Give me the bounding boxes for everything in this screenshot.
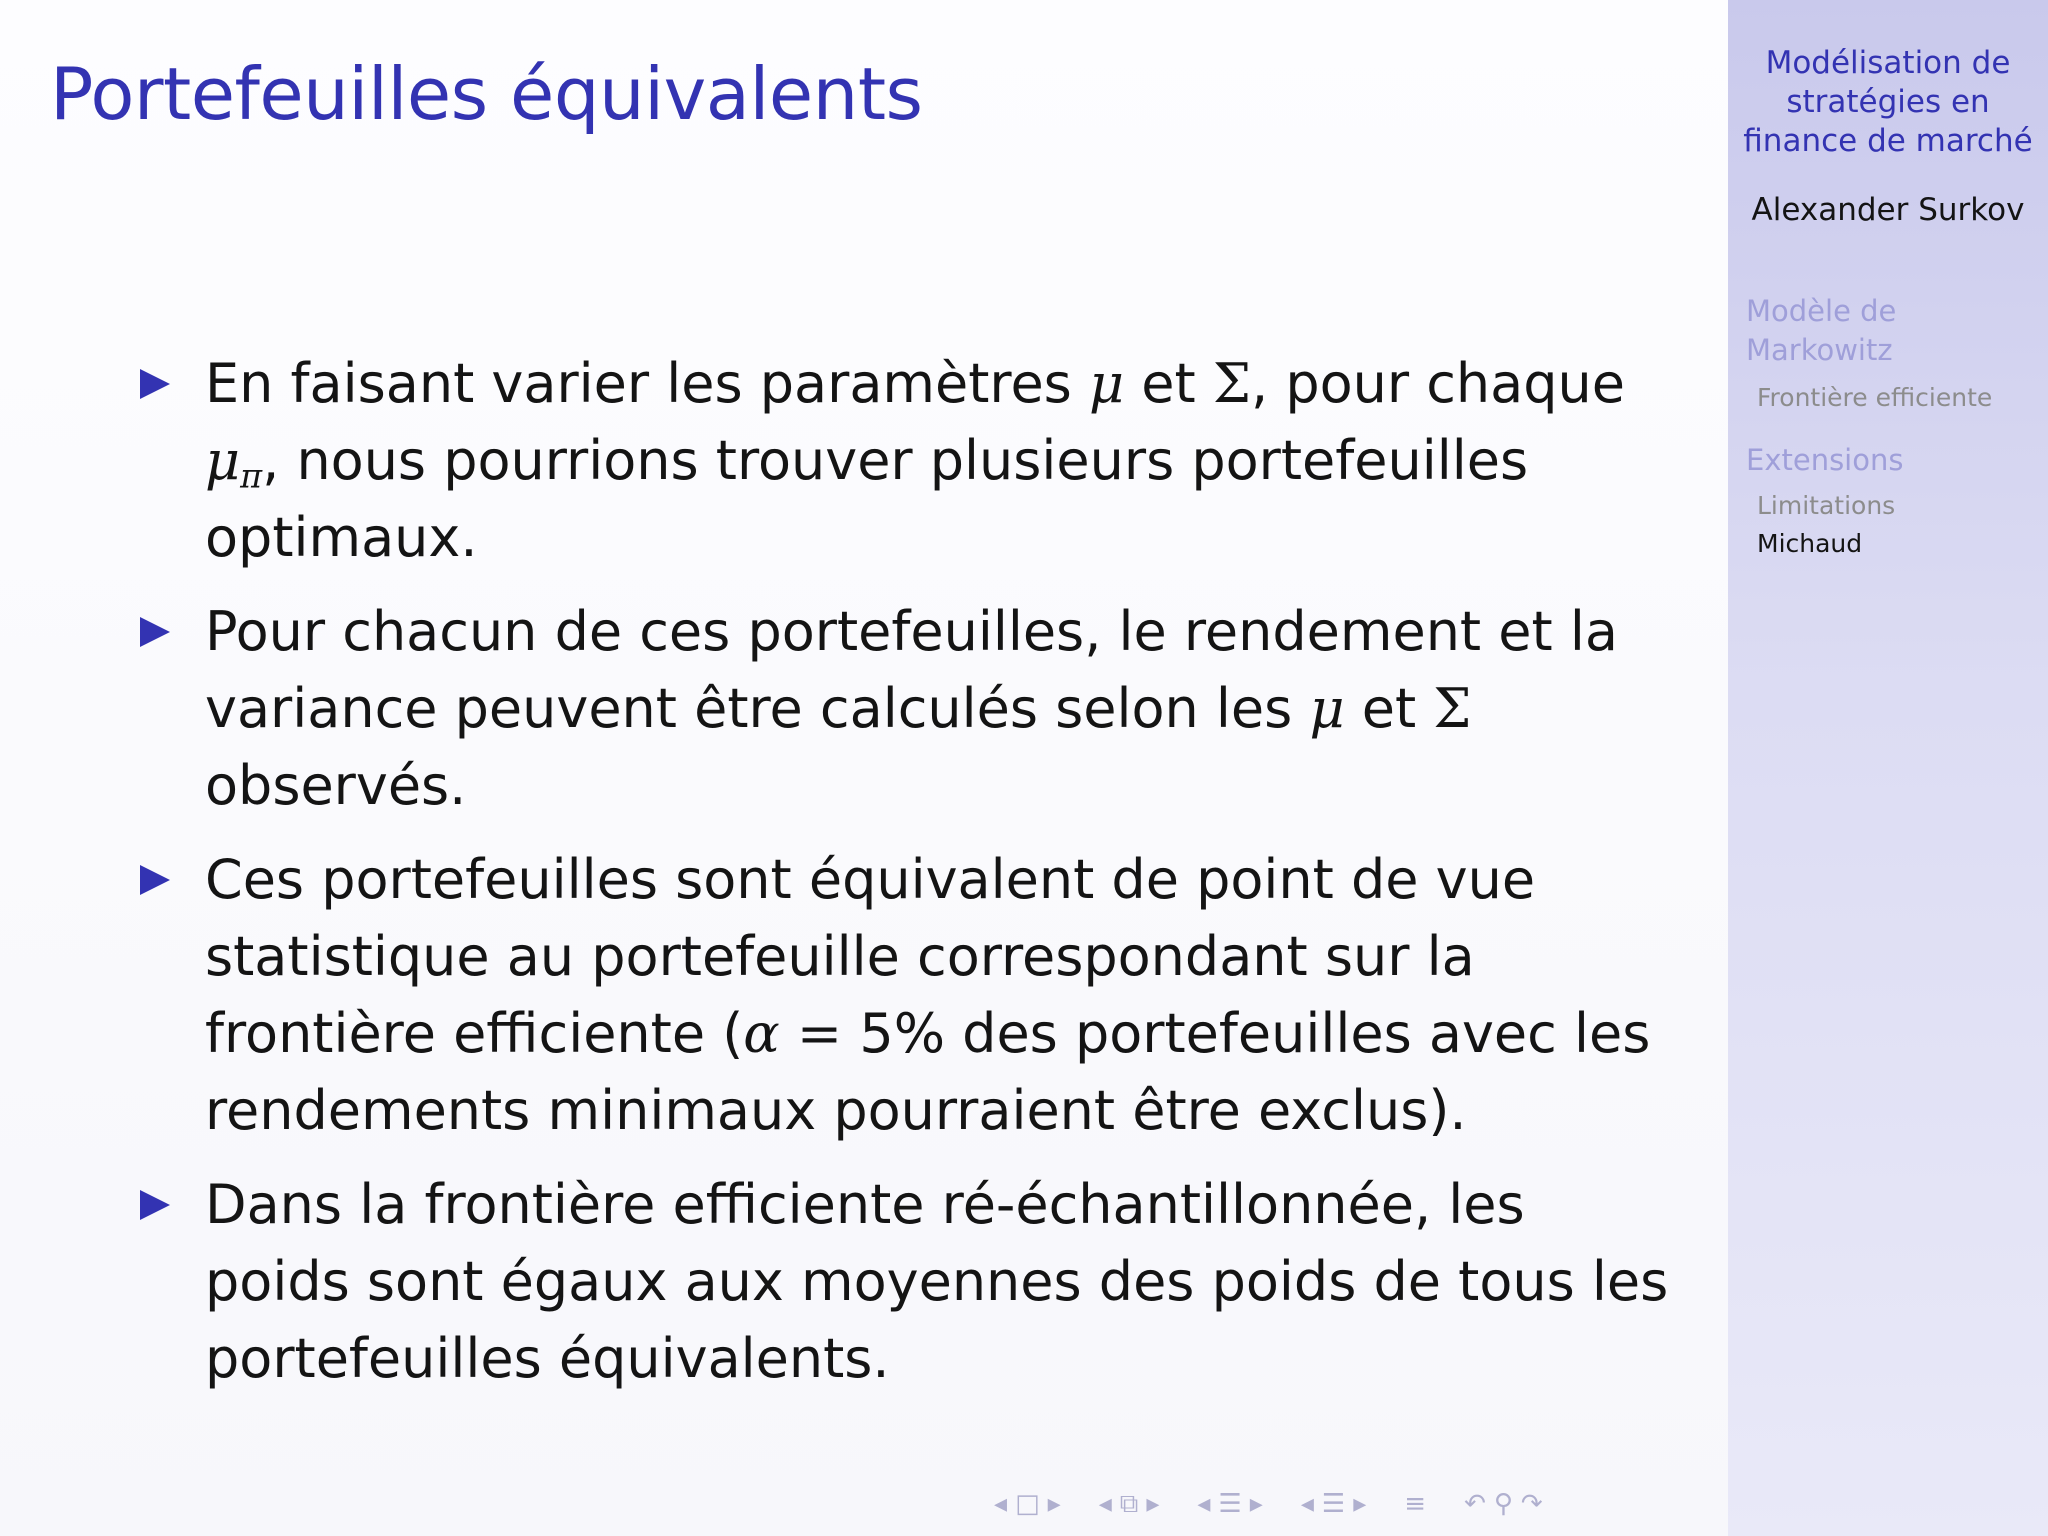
prev-subsection-icon[interactable]: ◂ xyxy=(1098,1489,1112,1519)
search-icon[interactable]: ⚲ xyxy=(1493,1489,1513,1519)
document-icon[interactable]: ☰ xyxy=(1321,1489,1346,1519)
math-mu: μ xyxy=(1088,352,1125,415)
sidebar-section-markowitz[interactable]: Modèle de Markowitz xyxy=(1746,294,1897,367)
prev-section-icon[interactable]: ◂ xyxy=(1197,1489,1211,1519)
prev-doc-icon[interactable]: ◂ xyxy=(1300,1489,1314,1519)
sidebar xyxy=(1728,0,2048,1536)
bullet-item: Pour chacun de ces portefeuilles, le rendement et la variance peuvent être calculés selon les μ et Σ observés. xyxy=(140,593,1680,824)
bullet-item: Dans la frontière efficiente ré-échantillonnée, les poids sont égaux aux moyennes des poids de tous les portefeuilles équivalents. xyxy=(140,1166,1680,1397)
subsection-nav-group xyxy=(1095,1489,1164,1520)
next-doc-icon[interactable]: ▸ xyxy=(1353,1489,1367,1519)
next-section-icon[interactable]: ▸ xyxy=(1249,1489,1263,1519)
frame-nav-group xyxy=(990,1489,1065,1519)
frame-icon[interactable]: □ xyxy=(1015,1489,1040,1519)
bullet-item: En faisant varier les paramètres μ et Σ, pour chaque $\mu_\pi$, nous pourrions trouver plusieurs portefeuilles optimaux. xyxy=(140,345,1680,576)
sidebar-subsection-limitations[interactable]: Limitations xyxy=(1757,491,1896,520)
next-subsection-icon[interactable]: ▸ xyxy=(1146,1489,1160,1519)
document-nav-group xyxy=(1297,1489,1370,1519)
forward-icon[interactable]: ↷ xyxy=(1520,1489,1543,1519)
bullet-triangle-icon xyxy=(140,1190,170,1220)
math-alpha: α xyxy=(743,1002,780,1065)
bullet-list xyxy=(140,345,1680,1414)
subsection-icon[interactable]: ⧉ xyxy=(1119,1488,1139,1519)
sidebar-subsection-michaud[interactable]: Michaud xyxy=(1757,529,1863,558)
beamer-navigation-bar xyxy=(990,1486,1720,1522)
bullet-triangle-icon xyxy=(140,617,170,647)
sidebar-title[interactable]: Modélisation de stratégies en finance de marché xyxy=(1743,45,2033,159)
math-sigma: Σ xyxy=(1433,677,1472,740)
section-nav-group xyxy=(1193,1489,1266,1519)
math-mu: μ xyxy=(1309,677,1345,740)
next-frame-icon[interactable]: ▸ xyxy=(1047,1489,1061,1519)
bullet-triangle-icon xyxy=(140,865,170,895)
search-nav-group xyxy=(1460,1489,1547,1519)
math-mu-pi: $\mu_\pi$ xyxy=(205,429,263,496)
appendix-nav-group xyxy=(1400,1489,1430,1519)
align-icon[interactable]: ≡ xyxy=(1404,1489,1427,1519)
math-sigma: Σ xyxy=(1212,352,1251,415)
prev-frame-icon[interactable]: ◂ xyxy=(994,1489,1008,1519)
sidebar-section-extensions[interactable]: Extensions xyxy=(1746,443,1904,477)
bullet-item: Ces portefeuilles sont équivalent de point de vue statistique au portefeuille correspondant sur la frontière efficiente (α = 5% des portefeuilles avec les rendements minimaux pourraient être exclus). xyxy=(140,841,1680,1149)
bullet-triangle-icon xyxy=(140,369,170,399)
sidebar-author: Alexander Surkov xyxy=(1751,192,2025,228)
sidebar-subsection-frontiere-efficiente[interactable]: Frontière efficiente xyxy=(1757,383,1993,412)
section-icon[interactable]: ☰ xyxy=(1218,1489,1242,1519)
back-icon[interactable]: ↶ xyxy=(1464,1489,1486,1519)
frame-title: Portefeuilles équivalents xyxy=(50,52,923,136)
